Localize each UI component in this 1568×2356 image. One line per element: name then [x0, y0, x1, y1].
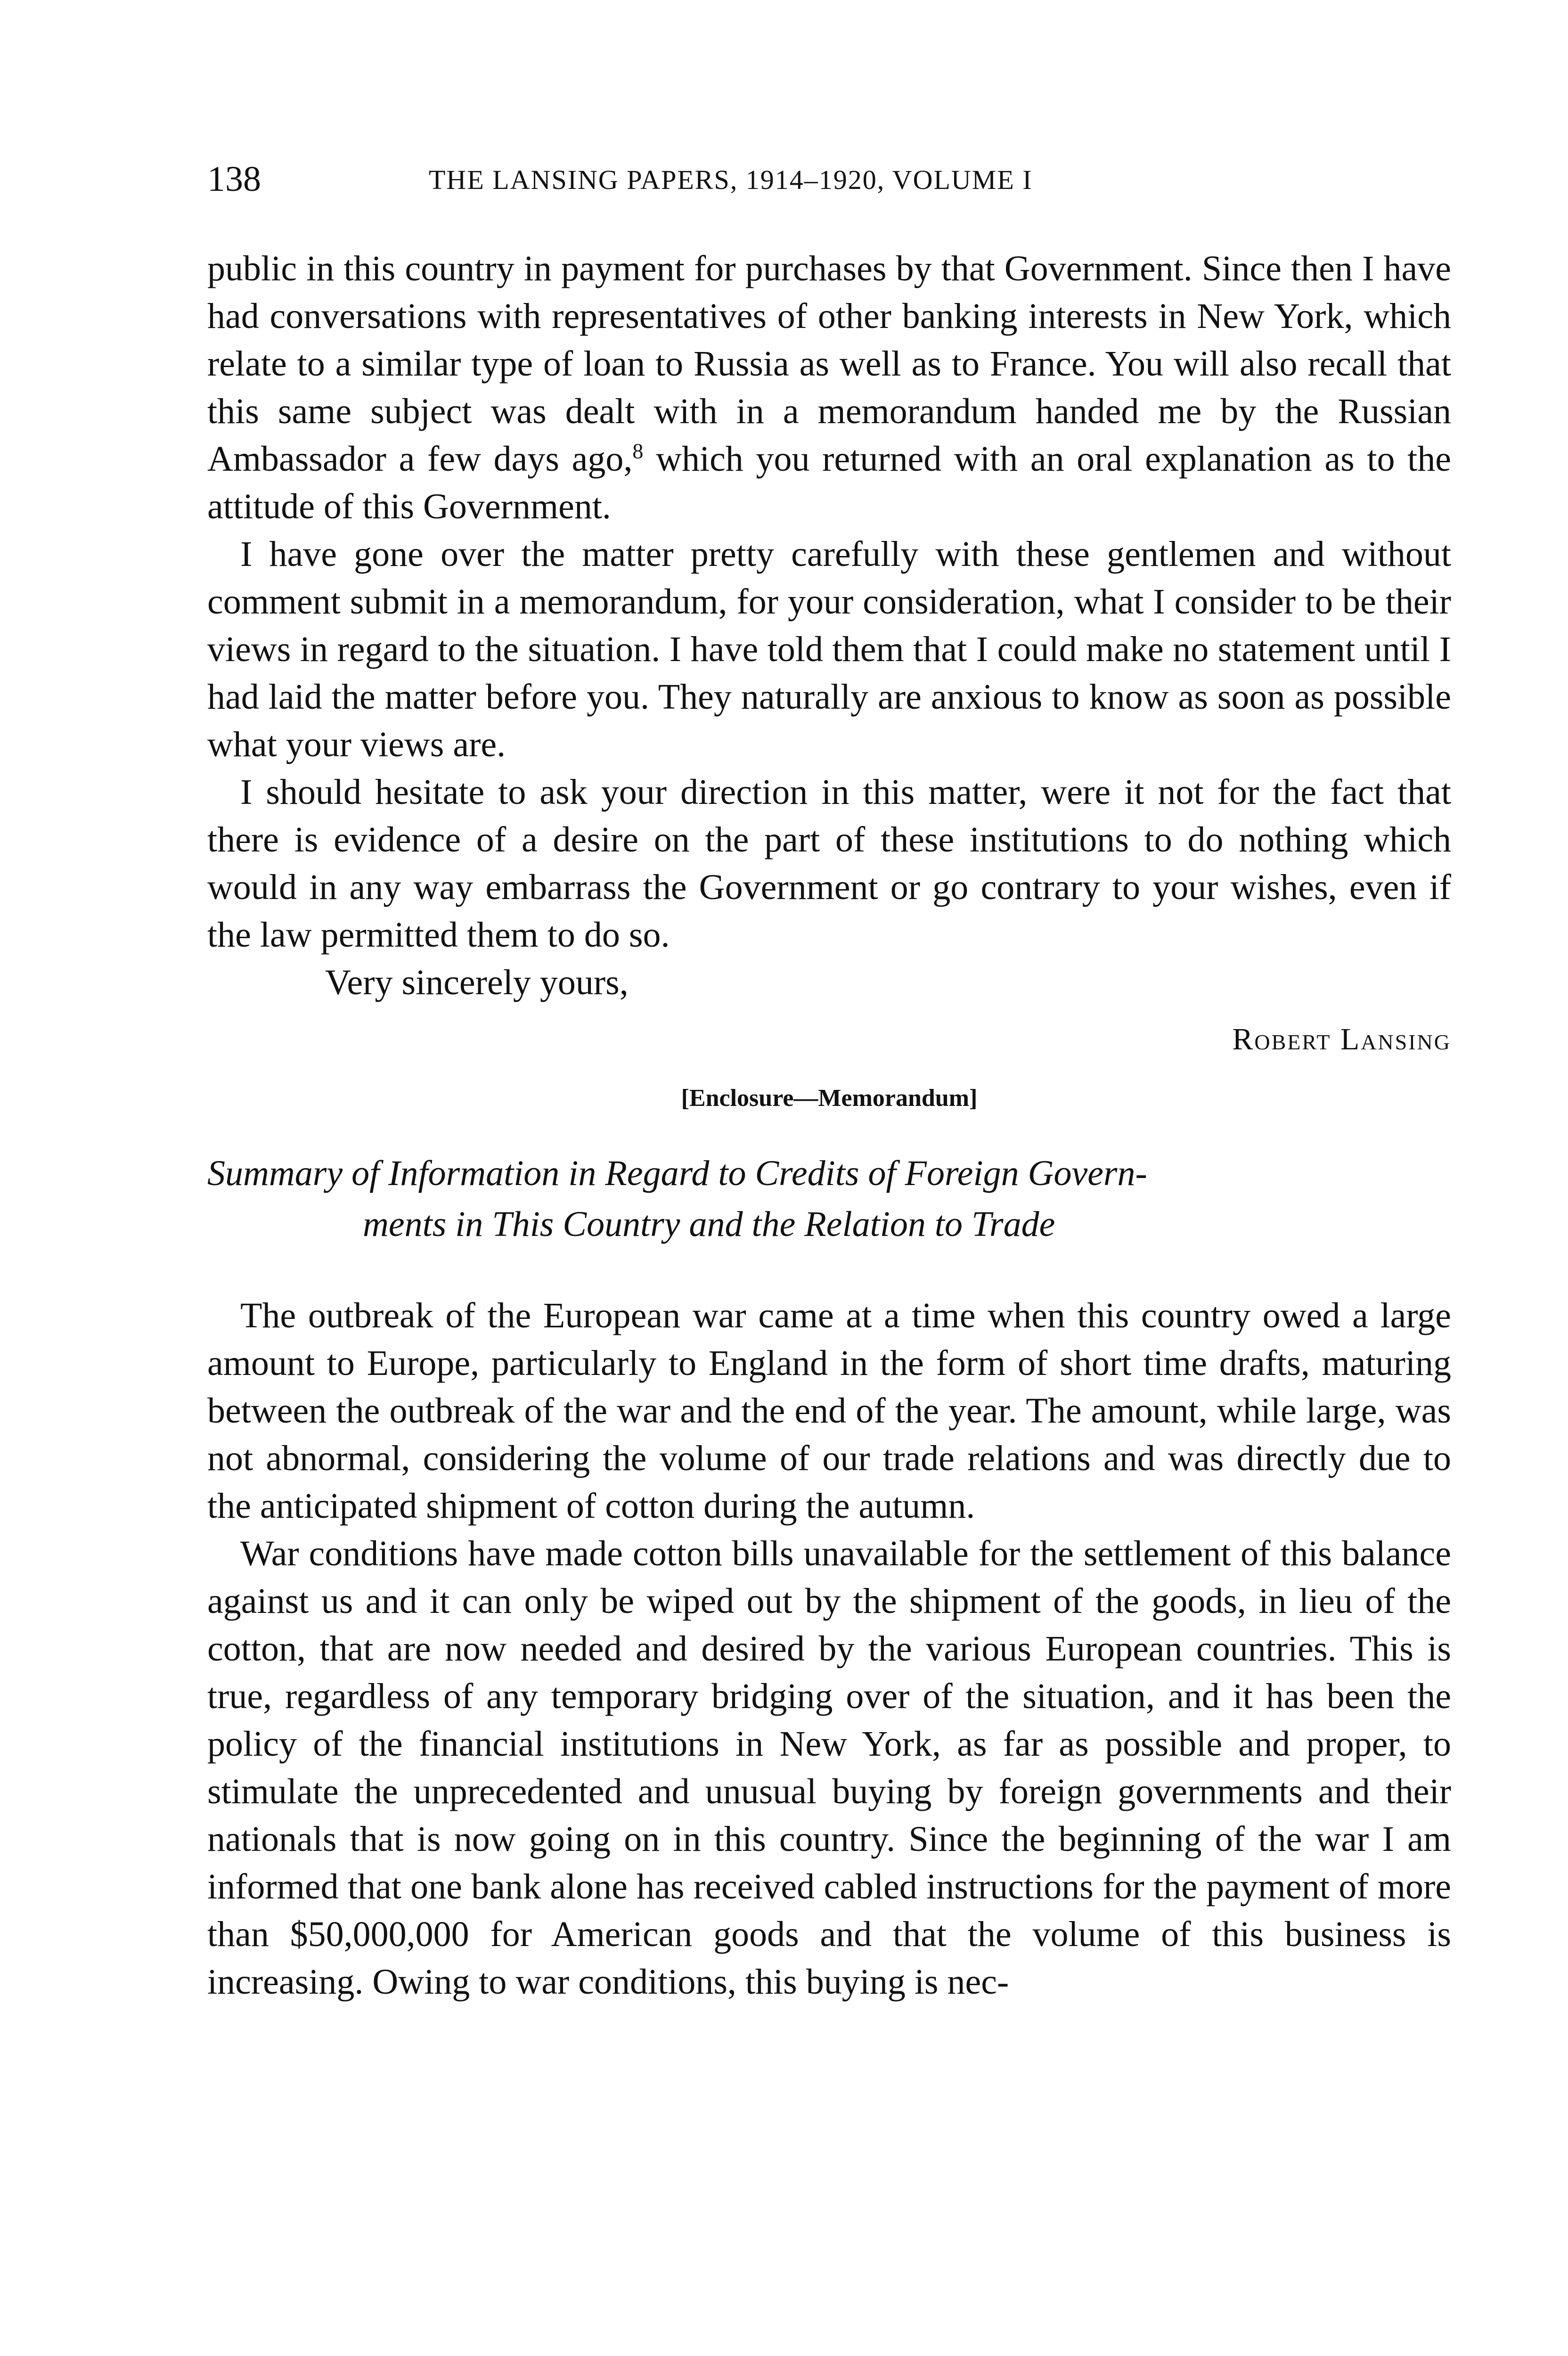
memorandum-body: [207, 1292, 1451, 2006]
memorandum-paragraph-2: War conditions have made cotton bills unavailable for the settlement of this balance against us and it can only be wiped out by the shipment of the goods, in lieu of the cotton, that are now needed and desired by the various European countries. This is true, regardless of any temporary bridging over of the situation, and it has been the policy of the financial institutions in New York, as far as possible and proper, to stimulate the unprecedented and unusual buying by foreign governments and their nationals that is now going on in this country. Since the beginning of the war I am informed that one bank alone has received cabled instructions for the payment of more than $50,000,000 for American goods and that the volume of this business is increasing. Owing to war conditions, this buying is nec-: [207, 1534, 1451, 2002]
memorandum-title-line-2: ments in This Country and the Relation to Trade: [363, 1204, 1055, 1244]
letter-paragraph-2: I have gone over the matter pretty carefully with these gentlemen and without comment submit in a memorandum, for your consideration, what I consider to be their views in regard to the situation. I have told them that I could make no statement until I had laid the matter before you. They naturally are anxious to know as soon as possible what your views are.: [207, 534, 1451, 764]
footnote-reference: 8: [632, 439, 644, 463]
memorandum-paragraph-1: The outbreak of the European war came at a time when this country owed a large amount to Europe, particularly to England in the form of short time drafts, maturing between the outbreak of the war and the end of the year. The amount, while large, was not abnormal, considering the volume of our trade relations and was directly due to the anticipated shipment of cotton during the autumn.: [207, 1296, 1451, 1526]
letter-closing: Very sincerely yours,: [325, 963, 629, 1002]
letter-paragraph-1-text-a: public in this country in payment for purchases by that Government. Since then I have had conversations with representatives of other banking interests in New York, which relate to a similar type of loan to Russia as well as to France. You will also recall that this same subject was dealt with in a memorandum handed me by the Russian Ambassador a few days ago,: [207, 249, 1451, 479]
letter-paragraph-1: [207, 245, 1451, 531]
page-header: [207, 155, 1451, 207]
page-number: 138: [207, 159, 261, 199]
memorandum-title-line-1: Summary of Information in Regard to Credits of Foreign Govern-: [207, 1153, 1147, 1193]
letter-paragraph-3: I should hesitate to ask your direction in this matter, were it not for the fact that there is evidence of a desire on the part of these institutions to do nothing which would in any way embarrass the Government or go contrary to your wishes, even if the law permitted them to do so.: [207, 772, 1451, 955]
letter-paragraph-1-text-b: which you returned with an oral explanation as to the attitude of this Government.: [207, 439, 1451, 526]
running-head: THE LANSING PAPERS, 1914–1920, VOLUME I: [429, 164, 1033, 195]
signature: Robert Lansing: [1232, 1022, 1451, 1056]
main-text: [207, 245, 1451, 2006]
enclosure-label: [Enclosure—Memorandum]: [681, 1085, 978, 1112]
memorandum-title: [207, 1148, 1451, 1250]
